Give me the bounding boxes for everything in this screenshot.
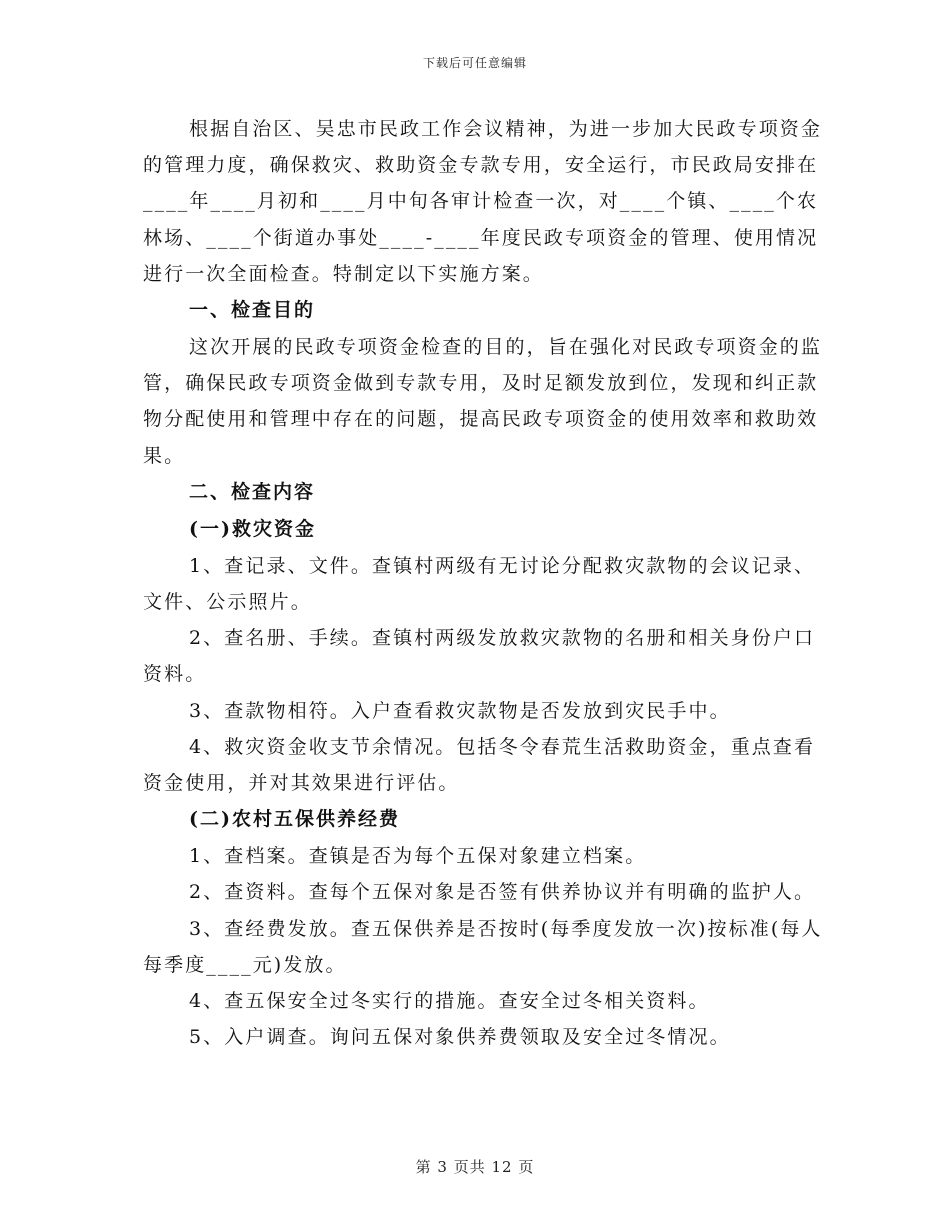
document-body — [143, 111, 823, 1055]
list-item: 3、查经费发放。查五保供养是否按时(每季度发放一次)按标准(每人每季度____元)发放。 — [143, 917, 823, 976]
list-item: 4、救灾资金收支节余情况。包括冬令春荒生活救助资金，重点查看资金使用，并对其效果进行评估。 — [143, 735, 816, 795]
purpose-paragraph: 这次开展的民政专项资金检查的目的，旨在强化对民政专项资金的监管，确保民政专项资金做到专款专用，及时足额发放到位，发现和纠正款物分配使用和管理中存在的问题，提高民政专项资金的使用效率和救助效果。 — [143, 336, 823, 467]
section-heading-purpose: 一、检查目的 — [189, 299, 316, 322]
list-item: 1、查档案。查镇是否为每个五保对象建立档案。 — [189, 845, 647, 868]
section-heading-content: 二、检查内容 — [189, 480, 316, 503]
intro-paragraph: 根据自治区、吴忠市民政工作会议精神，为进一步加大民政专项资金的管理力度，确保救灾、救助资金专款专用，安全运行，市民政局安排在____年____月初和____月中旬各审计检查一次，对____个镇、____个农林场、____个街道办事处____-____年度民政专项资金的管理、使用情况进行一次全面检查。特制定以下实施方案。 — [143, 118, 823, 285]
page-header: 下载后可任意编辑 — [422, 56, 527, 70]
subheading-disaster-relief: (一)救灾资金 — [189, 517, 316, 540]
list-item: 2、查资料。查每个五保对象是否签有供养协议并有明确的监护人。 — [189, 881, 816, 904]
list-item: 3、查款物相符。入户查看救灾款物是否发放到灾民手中。 — [189, 699, 731, 722]
list-item: 4、查五保安全过冬实行的措施。查安全过冬相关资料。 — [189, 990, 710, 1013]
list-item: 2、查名册、手续。查镇村两级发放救灾款物的名册和相关身份户口资料。 — [143, 627, 816, 686]
list-item: 1、查记录、文件。查镇村两级有无讨论分配救灾款物的会议记录、文件、公示照片。 — [143, 554, 816, 614]
list-item: 5、入户调查。询问五保对象供养费领取及安全过冬情况。 — [189, 1026, 731, 1049]
subheading-five-guarantees: (二)农村五保供养经费 — [189, 808, 400, 831]
page-footer: 第 3 页共 12 页 — [415, 1158, 535, 1176]
